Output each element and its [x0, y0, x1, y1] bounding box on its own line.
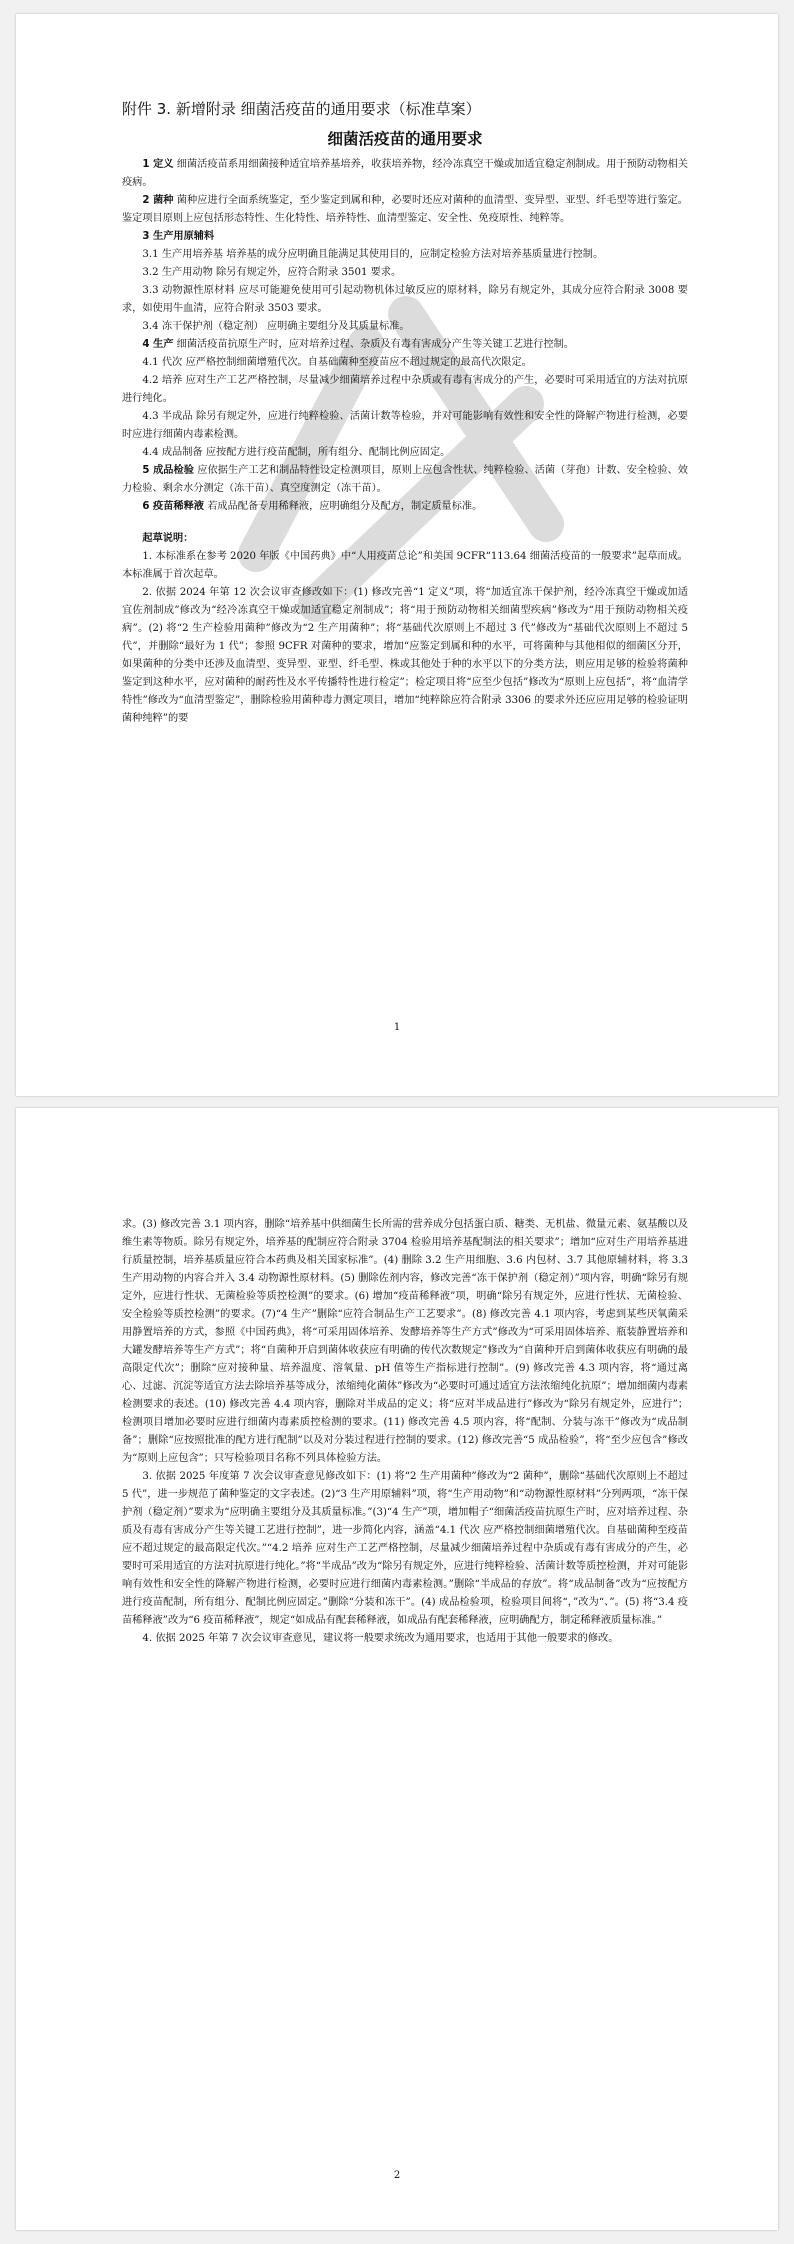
page-number: 2 [393, 2170, 401, 2181]
clause-text: 细菌活疫苗抗原生产时，应对培养过程、杂质及有毒有害成分产生等关键工艺进行控制。 [173, 339, 574, 350]
clause-text: 菌种应进行全面系统鉴定，至少鉴定到属和种，必要时还应对菌种的血清型、变异型、亚型、纤毛型等进行鉴定。鉴定项目原则上应包括形态特性、生化特性、培养特性、血清型鉴定、安全性、免疫原性、纯粹等。 [122, 195, 688, 224]
note-paragraph: 2. 依据 2024 年第 12 次会议审查修改如下：(1) 修改完善“1 定义”项，将“加适宜冻干保护剂，经冷冻真空干燥或加适宜佐剂制成”修改为“经冷冻真空干燥或加适宜稳定剂制成”；将“用于预防动物相关细菌型疾病”修改为“用于预防动物相关疫病”。(2) 将“2 生产检验用菌种”修改为“2 生产用菌种”；将“基础代次原则上不超过 3 代”修改为“基础代次原则上不超过 5 代”，并删除“最好为 1 代”；参照 9CFR 对菌种的要求，增加“应鉴定到属和种的水平，可将菌种与其他相似的细菌区分开，如果菌种的分类中还涉及血清型、变异型、亚型、纤毛型、株或其他处于种的水平以下的分类方法，则应用足够的检验将菌种鉴定到这种水平，应对菌种的耐药性及水平传播特性进行检定”；检定项目将“应至少包括”修改为“原则上应包括”，将“血清学特性”修改为“血清型鉴定”，删除检验用菌种毒力测定项目，增加“纯粹除应符合附录 3306 的要求外还应应用足够的检验证明菌种纯粹”的要 [122, 587, 688, 724]
clause-heading: 1 定义 [142, 159, 174, 170]
page-1-content [122, 98, 688, 728]
text-paragraph: 3.3 动物源性原材料 应尽可能避免使用可引起动物机体过敏反应的原材料，除另有规定外，其成分应符合附录 3008 要求，如使用牛血清，应符合附录 3503 要求。 [122, 285, 688, 314]
text-paragraph: 3.4 冻干保护剂（稳定剂） 应明确主要组分及其质量标准。 [142, 321, 410, 332]
page-1 [16, 14, 778, 1096]
section-heading: 3 生产用原辅料 [142, 231, 215, 242]
text-paragraph: 4.2 培养 应对生产工艺严格控制，尽量减少细菌培养过程中杂质或有毒有害成分的产生，必要时可采用适宜的方法对抗原进行纯化。 [122, 375, 688, 404]
clause-paragraph [122, 192, 688, 228]
text-paragraph: 4.3 半成品 除另有规定外，应进行纯粹检验、活菌计数等检验，并对可能影响有效性和安全性的降解产物进行检测，必要时应进行细菌内毒素检测。 [122, 411, 688, 440]
clause-heading: 5 成品检验 [142, 465, 194, 476]
clause-text: 应依据生产工艺和制品特性设定检测项目，原则上应包含性状、纯粹检验、活菌（芽孢）计数、安全检验、效力检验、剩余水分测定（冻干苗）、真空度测定（冻干苗）。 [122, 465, 688, 494]
text-paragraph: 4.1 代次 应严格控制细菌增殖代次。自基础菌种至疫苗应不超过规定的最高代次限定。 [142, 357, 532, 368]
clause-paragraph [122, 336, 688, 354]
text-paragraph: 求。(3) 修改完善 3.1 项内容，删除“培养基中供细菌生长所需的营养成分包括蛋白质、糖类、无机盐、微量元素、氨基酸以及维生素等物质。除另有规定外，培养基的配制应符合附录 3704 检验用培养基配制法的相关要求”；增加“应对生产用培养基进行质量控制，培养基质量应符合本药典及相关国家标准”。(4) 删除 3.2 生产用细胞、3.6 内包材、3.7 其他原辅材料，将 3.3 生产用动物的内容合并入 3.4 动物源性原材料。(5) 删除佐剂内容，修改完善“冻干保护剂（稳定剂）”项内容，明确“除另有规定外，应进行性状、无菌检验等质控检测”的要求。(6) 增加“疫苗稀释液”项，明确“除另有规定外，应进行性状、无菌检验、安全检验等质控检测”的要求。(7)“4 生产”删除“应符合制品生产工艺要求”。(8) 修改完善 4.1 项内容，考虑到某些厌氧菌采用静置培养的方式，参照《中国药典》，将“可采用固体培养、发酵培养等生产方式”修改为“可采用固体培养、瓶装静置培养和大罐发酵培养等生产方式”；将“自菌种开启到菌体收获应有明确的传代次数规定”修改为“自菌种开启到菌体收获应有明确的最高限定代次”；删除“应对接种量、培养温度、溶氧量、pH 值等生产指标进行控制”。(9) 修改完善 4.3 项内容，将“通过离心、过滤、沉淀等适宜方法去除培养基等成分，浓缩纯化菌体”修改为“必要时可通过适宜方法浓缩纯化抗原”；增加细菌内毒素检测要求的表述。(10) 修改完善 4.4 项内容，删除对半成品的定义；将“应对半成品进行”修改为“除另有规定外，应进行”；检测项目增加必要时应进行细菌内毒素质控检测的要求。(11) 修改完善 4.5 项内容，将“配制、分装与冻干”修改为“成品制备”；删除“应按照批准的配方进行配制”以及对分装过程进行控制的要求。(12) 修改完善“5 成品检验”，将“至少应包含”修改为“原则上应包含”；只写检验项目名称不列具体检验方法。 [122, 1219, 688, 1464]
page-2 [16, 1108, 778, 2230]
text-paragraph: 4. 依据 2025 年第 7 次会议审查意见，建议将一般要求统改为通用要求，也适用于其他一般要求的修改。 [142, 1633, 619, 1644]
notes-list [122, 548, 688, 728]
page-number: 1 [393, 1022, 401, 1033]
clause-text: 若成品配备专用稀释液，应明确组分及配方，制定质量标准。 [203, 501, 483, 512]
clause-heading: 4 生产 [142, 339, 174, 350]
clause-text: 细菌活疫苗系用细菌接种适宜培养基培养，收获培养物，经冷冻真空干燥或加适宜稳定剂制成。用于预防动物相关疫病。 [122, 159, 688, 188]
notes-heading: 起草说明： [142, 533, 194, 544]
clause-heading: 2 菌种 [142, 195, 174, 206]
page-2-content [122, 1216, 688, 1648]
text-paragraph: 3.2 生产用动物 除另有规定外，应符合附录 3501 要求。 [142, 267, 402, 278]
page-2-body [122, 1216, 688, 1648]
clause-paragraph [122, 156, 688, 192]
text-paragraph: 3. 依据 2025 年度第 7 次会议审查意见修改如下：(1) 将“2 生产用菌种”修改为“2 菌种”，删除“基础代次原则上不超过 5 代”，进一步规范了菌种鉴定的文字表述。(2)“3 生产用原辅料”项，将“生产用动物”和“动物源性原材料”分列两项，“冻干保护剂（稳定剂）”要求为“应明确主要组分及其质量标准。”(3)“4 生产”项，增加帽子“细菌活疫苗抗原生产时，应对培养过程、杂质及有毒有害成分产生等关键工艺进行控制”，进一步简化内容，涵盖“4.1 代次 应严格控制细菌增殖代次。自基础菌种至疫苗应不超过规定的最高限定代次。”“4.2 培养 应对生产工艺严格控制，尽量减少细菌培养过程中杂质或有毒有害成分的产生，必要时可采用适宜的方法对抗原进行纯化。”将“半成品”改为“除另有规定外，应进行纯粹检验、活菌计数等质控检测，并对可能影响有效性和安全性的降解产物进行检测，必要时应进行细菌内毒素检测。”删除“半成品的存放”。将“成品制备”改为“应按配方进行疫苗配制，所有组分、配制比例应固定。”删除“分装和冻干”。(4) 成品检验项，检验项目间将“，”改为“、”。(5) 将“3.4 疫苗稀释液”改为“6 疫苗稀释液”，规定“如成品有配套稀释液，如成品有配套稀释液，应明确配方，制定稀释液质量标准。” [122, 1471, 688, 1626]
text-paragraph: 4.4 成品制备 应按配方进行疫苗配制，所有组分、配制比例应固定。 [142, 447, 451, 458]
note-paragraph: 1. 本标准系在参考 2020 年版《中国药典》中“人用疫苗总论”和美国 9CFR“113.64 细菌活疫苗的一般要求”起草而成。本标准属于首次起草。 [122, 551, 688, 580]
page-1-body [122, 156, 688, 516]
clause-heading: 6 疫苗稀释液 [142, 501, 204, 512]
attachment-title: 附件 3. 新增附录 细菌活疫苗的通用要求（标准草案） [122, 100, 481, 118]
text-paragraph: 3.1 生产用培养基 培养基的成分应明确且能满足其使用目的，应制定检验方法对培养基质量进行控制。 [142, 249, 604, 260]
clause-paragraph [122, 462, 688, 498]
document-title: 细菌活疫苗的通用要求 [327, 130, 483, 148]
clause-paragraph [122, 498, 688, 516]
